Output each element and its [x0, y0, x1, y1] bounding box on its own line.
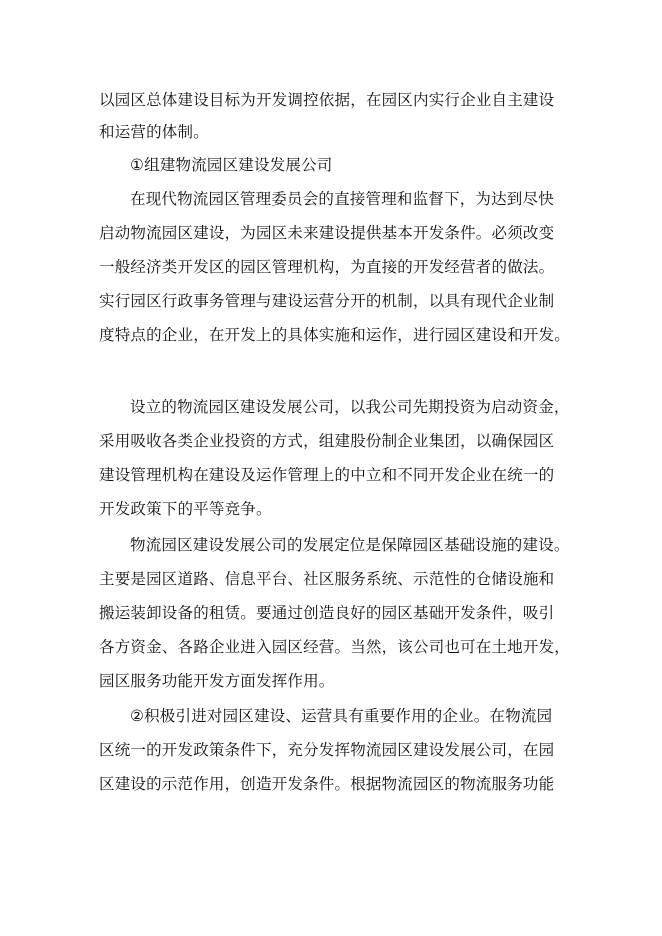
text-line: 各方资金、各路企业进入园区经营。当然，该公司也可在土地开发，	[99, 638, 571, 656]
text-line: 以园区总体建设目标为开发调控依据，在园区内实行企业自主建设	[99, 91, 555, 109]
section-heading: ②积极引进对园区建设、运营具有重要作用的企业。在物流园	[130, 707, 553, 725]
text-line: 区建设的示范作用，创造开发条件。根据物流园区的物流服务功能	[99, 775, 555, 793]
text-line: 建设管理机构在建设及运作管理上的中立和不同开发企业在统一的	[99, 466, 555, 484]
text-line: 实行园区行政事务管理与建设运营分开的机制，以具有现代企业制	[99, 292, 555, 310]
text-line: 园区服务功能开发方面发挥作用。	[99, 672, 335, 690]
text-line: 主要是园区道路、信息平台、社区服务系统、示范性的仓储设施和	[99, 570, 555, 588]
text-line: 在现代物流园区管理委员会的直接管理和监督下，为达到尽快	[130, 190, 554, 208]
text-line: 区统一的开发政策条件下，充分发挥物流园区建设发展公司，在园	[99, 741, 555, 759]
text-line: 开发政策下的平等竞争。	[99, 500, 272, 518]
text-line: 设立的物流园区建设发展公司，以我公司先期投资为启动资金，	[130, 398, 570, 416]
text-line: 启动物流园区建设，为园区未来建设提供基本开发条件。必须改变	[99, 224, 555, 242]
text-line: 物流园区建设发展公司的发展定位是保障园区基础设施的建设。	[130, 536, 570, 554]
text-line: 度特点的企业，在开发上的具体实施和运作，进行园区建设和开发。	[99, 326, 571, 344]
text-line: 采用吸收各类企业投资的方式，组建股份制企业集团，以确保园区	[99, 432, 555, 450]
text-line: 和运营的体制。	[99, 123, 209, 141]
section-heading: ①组建物流园区建设发展公司	[130, 156, 333, 174]
text-line: 搬运装卸设备的租赁。要通过创造良好的园区基础开发条件，吸引	[99, 604, 555, 622]
text-line: 一般经济类开发区的园区管理机构，为直接的开发经营者的做法。	[99, 258, 555, 276]
